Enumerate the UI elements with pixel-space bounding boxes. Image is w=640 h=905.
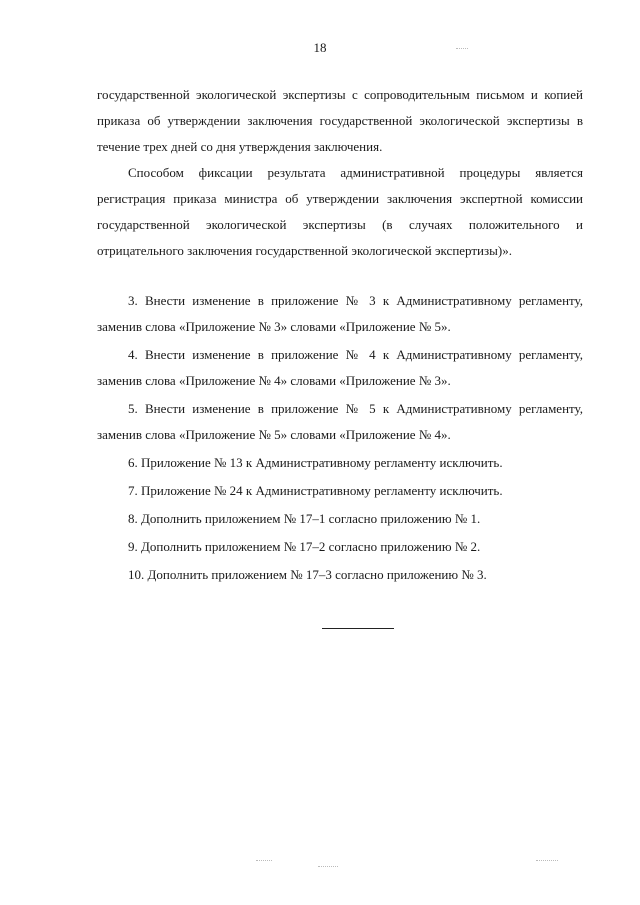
list-item: 7. Приложение № 24 к Административному регламенту исключить. bbox=[128, 483, 503, 498]
list-item: 6. Приложение № 13 к Административному регламенту исключить. bbox=[128, 455, 503, 470]
page-number: 18 bbox=[313, 40, 327, 55]
paragraph-fixation bbox=[97, 160, 583, 264]
list-item: 10. Дополнить приложением № 17–3 согласно приложению № 3. bbox=[128, 567, 487, 582]
paragraph-continued bbox=[97, 82, 583, 160]
scan-speck bbox=[256, 860, 272, 861]
paragraph-text: государственной экологической экспертизы с сопроводительным письмом и копией приказа об утверждении заключения государственной экологической экспертизы в течение трех дней со дня утверждения заключения. bbox=[97, 87, 583, 154]
paragraph-text: Способом фиксации результата административной процедуры является регистрация приказа министра об утверждении заключения экспертной комиссии государственной экологической экспертизы (в случаях положительного и отрицательного заключения государственной экологической экспертизы)». bbox=[97, 165, 583, 258]
end-separator-line bbox=[322, 628, 394, 629]
list-item: 4. Внести изменение в приложение № 4 к Административному регламенту, заменив слова «Приложение № 4» словами «Приложение № 3». bbox=[97, 347, 583, 388]
list-item: 3. Внести изменение в приложение № 3 к Административному регламенту, заменив слова «Приложение № 3» словами «Приложение № 5». bbox=[97, 293, 583, 334]
list-item: 5. Внести изменение в приложение № 5 к Административному регламенту, заменив слова «Приложение № 5» словами «Приложение № 4». bbox=[97, 401, 583, 442]
list-item: 8. Дополнить приложением № 17–1 согласно приложению № 1. bbox=[128, 511, 481, 526]
scan-speck bbox=[456, 48, 468, 49]
scan-speck bbox=[318, 866, 338, 867]
list-item: 9. Дополнить приложением № 17–2 согласно приложению № 2. bbox=[128, 539, 481, 554]
scan-speck bbox=[536, 860, 558, 861]
numbered-items-list bbox=[97, 288, 583, 588]
